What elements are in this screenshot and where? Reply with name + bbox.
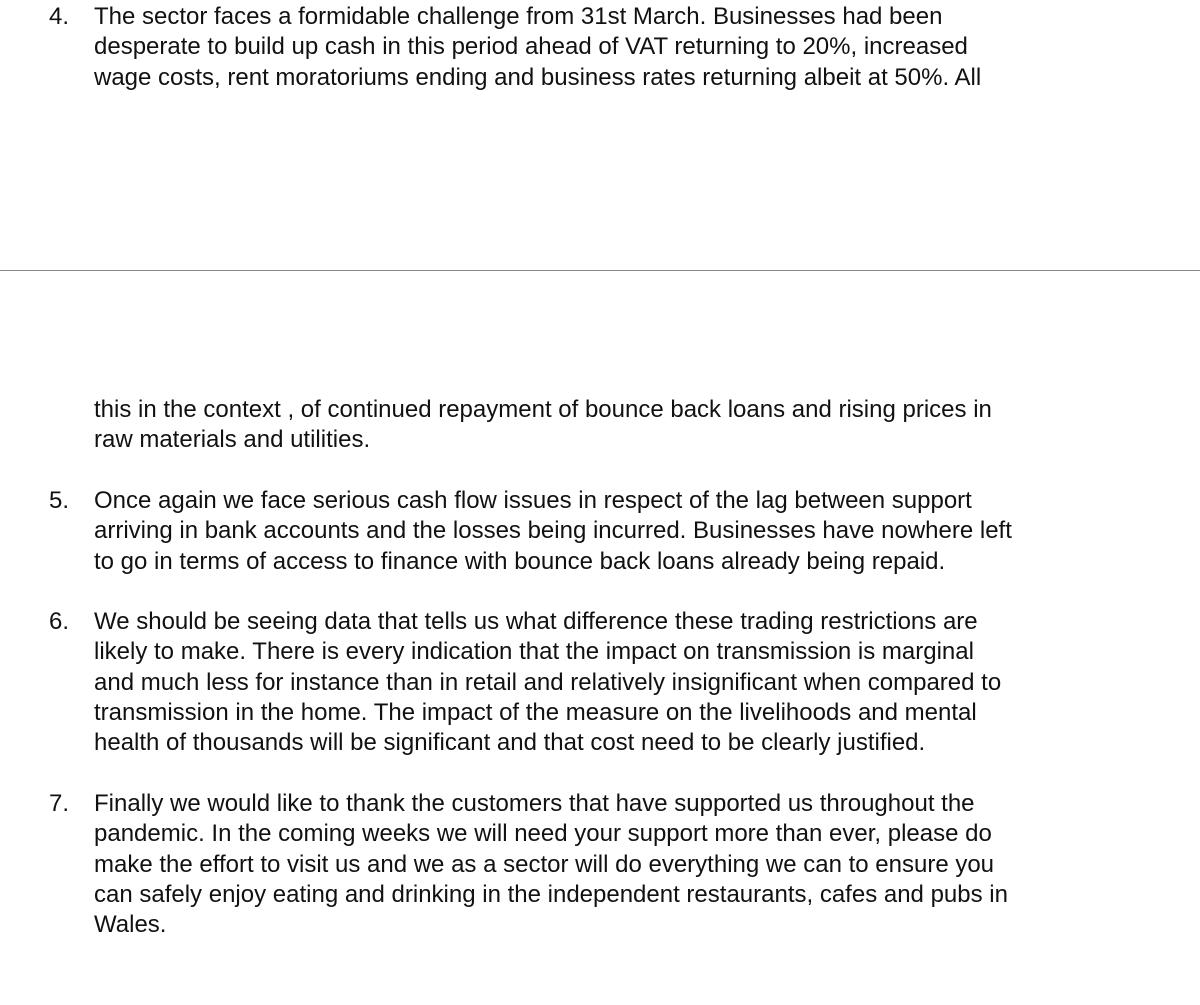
text-line: Finally we would like to thank the customers that have supported us throughout the <box>94 790 975 817</box>
text-line: pandemic. In the coming weeks we will need your support more than ever, please do <box>94 820 992 848</box>
text-line: raw materials and utilities. <box>94 426 371 454</box>
text-line: arriving in bank accounts and the losses being incurred. Businesses have nowhere left <box>94 517 1012 545</box>
text-line: health of thousands will be significant and that cost need to be clearly justified. <box>94 729 926 757</box>
list-number: 7. <box>49 790 70 817</box>
text-line: Once again we face serious cash flow issues in respect of the lag between support <box>94 487 972 514</box>
list-item-4-continuation <box>49 395 1159 456</box>
list-item-text <box>94 2 1159 93</box>
document-page-bottom <box>0 271 1200 1005</box>
text-line: wage costs, rent moratoriums ending and business rates returning albeit at 50%. All <box>94 63 982 91</box>
list-item-text <box>94 395 1159 456</box>
list-item-text <box>94 486 1159 577</box>
text-line: We should be seeing data that tells us what difference these trading restrictions are <box>94 608 978 635</box>
list-number: 6. <box>49 608 70 635</box>
list-item-7 <box>49 789 1159 940</box>
text-line: to go in terms of access to finance with bounce back loans already being repaid. <box>94 547 946 575</box>
text-line: likely to make. There is every indication that the impact on transmission is marginal <box>94 638 974 666</box>
list-item-4 <box>49 2 1159 93</box>
text-line: can safely enjoy eating and drinking in the independent restaurants, cafes and pubs in <box>94 880 1008 908</box>
text-line: Wales. <box>94 911 167 939</box>
list-item-text <box>94 607 1159 758</box>
text-line: The sector faces a formidable challenge from 31st March. Businesses had been <box>94 3 943 30</box>
list-number: 4. <box>49 3 70 30</box>
document-page-top <box>0 0 1200 270</box>
text-line: desperate to build up cash in this period ahead of VAT returning to 20%, increased <box>94 33 968 61</box>
list-item-6 <box>49 607 1159 758</box>
text-line: transmission in the home. The impact of the measure on the livelihoods and mental <box>94 698 977 726</box>
text-line: and much less for instance than in retail and relatively insignificant when compared to <box>94 668 1002 696</box>
list-item-text <box>94 789 1159 940</box>
text-line: this in the context , of continued repayment of bounce back loans and rising prices in <box>94 396 992 423</box>
list-number: 5. <box>49 487 70 514</box>
list-item-5 <box>49 486 1159 577</box>
text-line: make the effort to visit us and we as a sector will do everything we can to ensure you <box>94 850 995 878</box>
